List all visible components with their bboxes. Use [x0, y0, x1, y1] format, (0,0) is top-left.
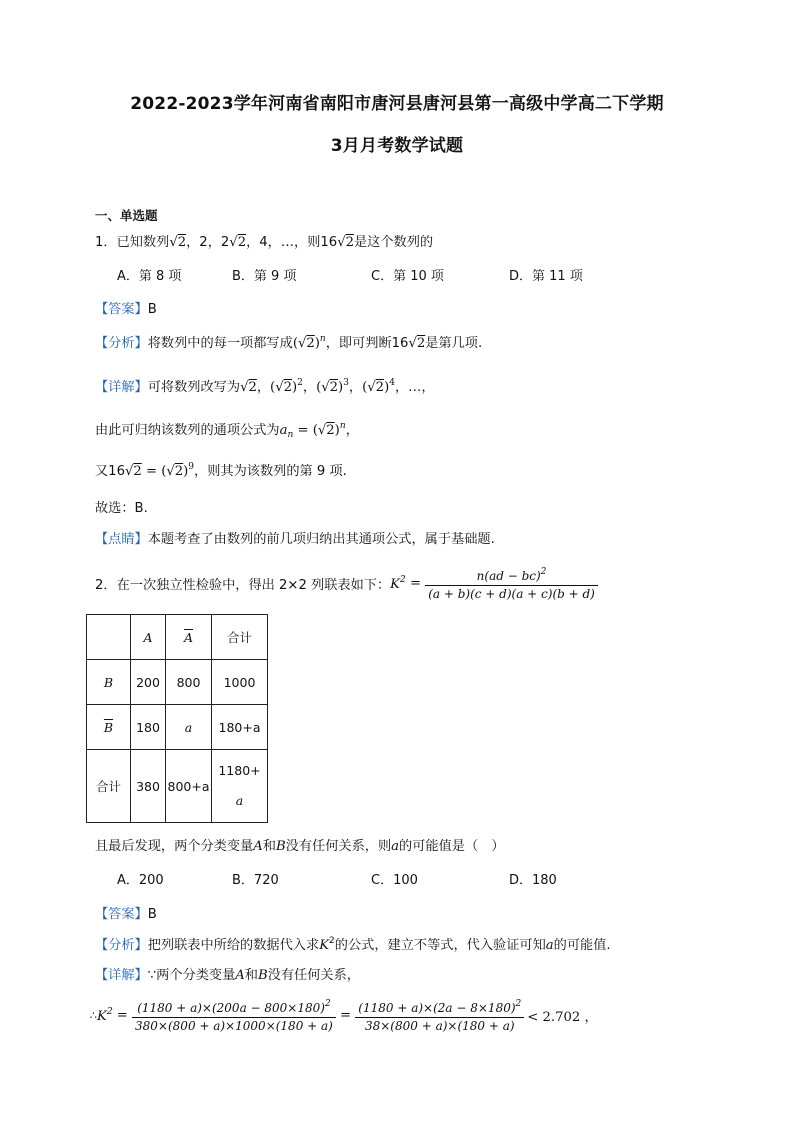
document-title-line2: 3月月考数学试题: [330, 136, 464, 156]
table-cell: 800+a: [166, 750, 212, 823]
table-cell: 800: [166, 660, 212, 705]
q1-choose: 故选：B.: [95, 501, 148, 516]
q2-stem-d: 的可能值是（ ）: [399, 839, 505, 854]
q2-detail-b: 和: [244, 968, 258, 983]
sequence-terms-math: √2，$(√2)^2$，$(√2)^3$，$(√2)^4$: [240, 378, 395, 395]
fraction-expression-2: $\frac{(1180 + a)\times(2a - 8\times 180)^2}{38\times(800 + a)\times(180 + a)}$: [355, 996, 524, 1035]
q2-analysis-b: 的公式，建立不等式，代入验证可知: [334, 938, 546, 953]
q1-option-a: A．第 8 项: [117, 269, 182, 284]
q2-stem-c: 没有任何关系，则: [285, 839, 392, 854]
q2-k-squared-derivation: $\therefore K^2$ = $\frac{(1180 + a)\times(200a - 800\times 180)^2}{380\times(800 + a)\times 1000\times(180 + a)}$ = $\frac{(1180 + a)\times(2a - 8\times 180)^2}{38\times(800 + a)\times(180 + a)}$ < 2.702 ，: [90, 996, 598, 1035]
q1-detail2-a: 由此可归纳该数列的通项公式为: [95, 423, 280, 438]
table-row: [87, 705, 268, 750]
q2-analysis: 【分析】把列联表中所给的数据代入求$K^2$的公式，建立不等式，代入验证可知a的可能值.: [95, 936, 611, 953]
table-cell: a: [166, 705, 212, 750]
q2-option-c: C．100: [371, 873, 418, 888]
q2-option-b: B．720: [232, 873, 279, 888]
q2-analysis-a: 把列联表中所给的数据代入求: [147, 938, 320, 953]
k-squared-formula: $\frac{n(ad - bc)^2}{(a + b)(c + d)(a + c)(b + d)}$: [425, 564, 598, 603]
table-cell-line1: 1180+: [218, 763, 261, 778]
q1-option-b: B．第 9 项: [232, 269, 297, 284]
table-cell-b: B: [87, 660, 131, 705]
q2-answer: [95, 903, 157, 922]
q2-detail-a: ∵两个分类变量: [147, 968, 236, 983]
table-cell-total-header: 合计: [212, 615, 268, 660]
sqrt2-math: √2: [169, 235, 187, 250]
q2-stem-a: 且最后发现，两个分类变量: [95, 839, 254, 854]
table-cell: 1000: [212, 660, 268, 705]
section-heading-single-choice: 一、单选题: [95, 208, 158, 223]
q2-intro: 2．在一次独立性检验中，得出 2×2 列联表如下：: [95, 578, 391, 593]
table-cell: 380: [131, 750, 166, 823]
q1-option-d: D．第 11 项: [509, 269, 583, 284]
q2-stem-question: 且最后发现，两个分类变量A和B没有任何关系，则a的可能值是（ ）: [95, 839, 505, 854]
q2-answer-value: B: [147, 907, 157, 922]
table-cell: [212, 750, 268, 823]
table-row: [87, 660, 268, 705]
q1-detail-line2: 由此可归纳该数列的通项公式为$a_n = (√2)^n$，: [95, 421, 359, 440]
q2-stem-b: 和: [262, 839, 276, 854]
table-cell: 200: [131, 660, 166, 705]
table-cell: 180+a: [212, 705, 268, 750]
q2-detail-line1: 【详解】∵两个分类变量A和B没有任何关系，: [95, 968, 360, 983]
therefore-symbol: ∴: [90, 1009, 97, 1022]
q1-number-text: 1．已知数列: [95, 235, 170, 250]
table-cell-a: A: [131, 615, 166, 660]
q1-option-c: C．第 10 项: [371, 269, 444, 284]
q2-detail-c: 没有任何关系，: [267, 968, 360, 983]
detail-tag: 【详解】: [95, 380, 148, 395]
q1-detail3-a: 又16: [95, 464, 125, 479]
table-cell-not-a: $\overline{A}$: [166, 615, 212, 660]
q1-analysis: [95, 332, 482, 351]
sqrt2-math: √2: [229, 235, 247, 250]
answer-tag: 【答案】: [95, 302, 148, 317]
question-2-stem: 2．在一次独立性检验中，得出 2×2 列联表如下：$K^2$ = $\frac{n(ad - bc)^2}{(a + b)(c + d)(a + c)(b + d)}$: [95, 564, 598, 603]
q1-answer: [95, 298, 157, 317]
general-term-formula: $a_n = (√2)^n$: [279, 421, 346, 440]
q2-option-a: A．200: [117, 873, 164, 888]
q1-detail-line3: [95, 460, 347, 479]
q1-tail: 是这个数列的: [353, 235, 434, 250]
q1-detail-a: 可将数列改写为: [147, 380, 241, 395]
q1-answer-value: B: [147, 302, 157, 317]
q1-comment: [95, 528, 495, 547]
analysis-tag: 【分析】: [95, 938, 148, 953]
document-title-line1: 2022-2023学年河南省南阳市唐河县唐河县第一高级中学高二下学期: [130, 94, 664, 114]
table-cell: [87, 615, 131, 660]
sqrt2-math: √2: [408, 336, 426, 351]
fraction-expression-1: $\frac{(1180 + a)\times(200a - 800\times 180)^2}{380\times(800 + a)\times 1000\times(180 + a)}$: [132, 996, 336, 1035]
q1-detail3-b: ，则其为该数列的第 9 项.: [194, 464, 347, 479]
q1-detail-line1: [95, 376, 435, 395]
question-1-stem: [95, 231, 433, 250]
inequality-bound: < 2.702 ，: [527, 1010, 598, 1025]
q2-analysis-c: 的可能值.: [553, 938, 611, 953]
detail-tag: 【详解】: [95, 968, 148, 983]
q1-analysis-a: 将数列中的每一项都写成: [147, 336, 293, 351]
q1-analysis-c: 是第几项.: [425, 336, 483, 351]
q1-seq-a: ，2，2: [186, 235, 230, 250]
comment-tag: 【点睛】: [95, 532, 148, 547]
equation-math: $√2 = (√2)^9$: [124, 462, 195, 479]
contingency-table: [86, 614, 268, 823]
q1-detail-b: ，…，: [394, 380, 435, 395]
table-cell: 180: [131, 705, 166, 750]
q1-analysis-b: ，即可判断16: [325, 336, 409, 351]
table-cell-not-b: $\overline{B}$: [87, 705, 131, 750]
sqrt2-math: √2: [337, 235, 354, 250]
k-squared-symbol: $K^2$: [390, 575, 406, 592]
power-expression: $(√2)^n$: [292, 334, 326, 351]
q1-seq-b: ，4，…，则16: [246, 235, 338, 250]
table-row: [87, 750, 268, 823]
table-cell-total: 合计: [87, 750, 131, 823]
q1-comment-text: 本题考查了由数列的前几项归纳出其通项公式，属于基础题.: [147, 532, 495, 547]
answer-tag: 【答案】: [95, 907, 148, 922]
q2-option-d: D．180: [509, 873, 557, 888]
table-header-row: [87, 615, 268, 660]
analysis-tag: 【分析】: [95, 336, 148, 351]
table-cell-line2: a: [235, 793, 244, 808]
